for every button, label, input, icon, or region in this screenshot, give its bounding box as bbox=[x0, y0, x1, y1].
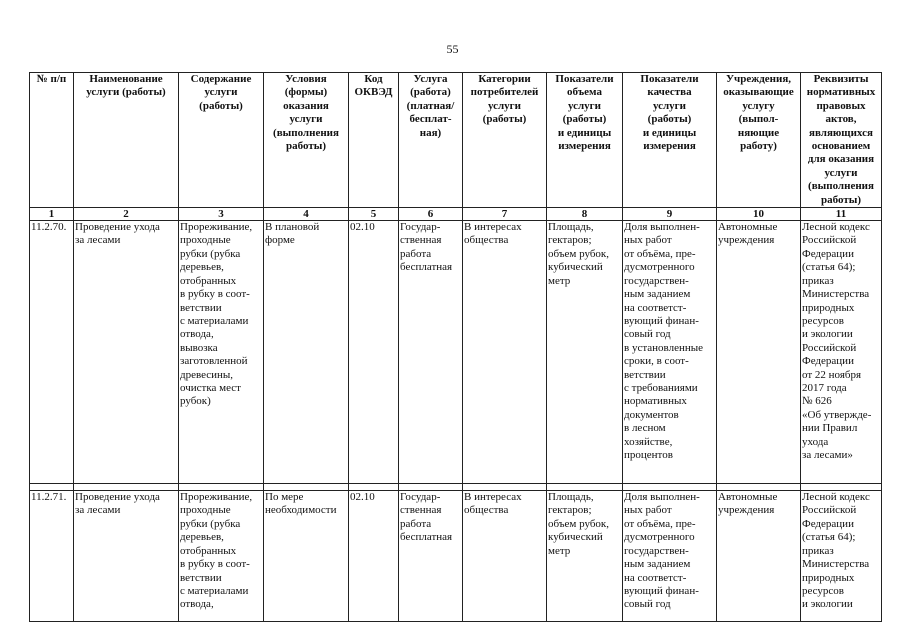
cell-text-line: вующий финан- bbox=[624, 314, 699, 327]
cell-text-line: заготовленной bbox=[180, 355, 248, 368]
header-col-service-name bbox=[74, 73, 179, 208]
cell-text-line: ухода bbox=[802, 435, 829, 448]
cell-text-line: отобранных bbox=[180, 544, 237, 557]
cell-text-line: нормативных bbox=[806, 86, 876, 99]
consumers-cell bbox=[463, 221, 547, 484]
cell-text-line: (работы) bbox=[562, 113, 607, 126]
cell-text-line: нормативных bbox=[624, 395, 687, 408]
cell-text-line: государствен- bbox=[624, 274, 689, 287]
cell-text-line: (выполнения bbox=[273, 126, 339, 139]
cell-text-line: природных bbox=[802, 301, 855, 314]
cell-text-line: рубок) bbox=[180, 395, 211, 408]
column-number: 10 bbox=[717, 208, 801, 221]
cell-text-line: Российской bbox=[802, 234, 857, 247]
header-col-institutions bbox=[717, 73, 801, 208]
column-number: 8 bbox=[547, 208, 623, 221]
service-name-cell bbox=[74, 491, 179, 622]
cell-text-line: основанием bbox=[811, 140, 871, 153]
cell-text-line: «Об утвержде- bbox=[802, 408, 872, 421]
cell-text-line: государствен- bbox=[624, 544, 689, 557]
cell-text-line: в рубку в соот- bbox=[180, 558, 250, 571]
okved-cell bbox=[349, 491, 399, 622]
cell-text-line: на соответст- bbox=[624, 571, 687, 584]
cell-text-line: ветствии bbox=[180, 301, 222, 314]
cell-text-line: деревьев, bbox=[180, 531, 224, 544]
cell-text-line: за лесами bbox=[75, 504, 121, 517]
content-cell bbox=[179, 221, 264, 484]
cell-text-line: Прореживание, bbox=[180, 221, 253, 234]
column-number: 9 bbox=[623, 208, 717, 221]
cell-text-line: № 626 bbox=[802, 395, 832, 408]
cell-text-line: Автономные bbox=[718, 221, 778, 234]
column-number: 2 bbox=[74, 208, 179, 221]
cell-text-line: Российской bbox=[802, 504, 857, 517]
cell-text-line: Показатели bbox=[555, 73, 614, 85]
cell-text-line: Реквизиты bbox=[813, 73, 869, 85]
column-number: 6 bbox=[399, 208, 463, 221]
cell-text-line: ветствии bbox=[624, 368, 666, 381]
cell-text-line: приказ bbox=[802, 274, 834, 287]
row-number-cell bbox=[30, 221, 74, 484]
cell-text-line: от объёма, пре- bbox=[624, 517, 696, 530]
cell-text-line: Лесной кодекс bbox=[802, 221, 870, 234]
volume-indicators-cell bbox=[547, 221, 623, 484]
column-number: 4 bbox=[264, 208, 349, 221]
header-col-content bbox=[179, 73, 264, 208]
cell-text-line: Российской bbox=[802, 341, 857, 354]
cell-text-line: Код bbox=[364, 73, 383, 85]
cell-text-line: ОКВЭД bbox=[354, 86, 393, 99]
cell-text-line: Федерации bbox=[802, 355, 854, 368]
page-number: 55 bbox=[446, 42, 459, 56]
cell-text-line: работа bbox=[400, 247, 432, 260]
cell-text-line: в лесном bbox=[624, 422, 666, 435]
cell-text-line: услуги (работы) bbox=[86, 86, 166, 99]
cell-text-line: 11.2.70. bbox=[31, 221, 67, 234]
cell-text-line: Площадь, bbox=[548, 221, 594, 234]
cell-text-line: бесплат- bbox=[409, 113, 452, 126]
cell-text-line: сроки, в соот- bbox=[624, 355, 689, 368]
cell-text-line: Доля выполнен- bbox=[624, 221, 700, 234]
cell-text-line: хозяйстве, bbox=[624, 435, 673, 448]
service-name-cell bbox=[74, 221, 179, 484]
cell-text-line: Государ- bbox=[400, 221, 441, 234]
cell-text-line: Автономные bbox=[718, 491, 778, 504]
cell-text-line: ресурсов bbox=[802, 314, 844, 327]
cell-text-line: Условия bbox=[285, 73, 327, 85]
cell-text-line: в рубку в соот- bbox=[180, 288, 250, 301]
institutions-cell bbox=[717, 221, 801, 484]
cell-text-line: Министерства bbox=[802, 288, 870, 301]
cell-text-line: Содержание bbox=[190, 73, 252, 85]
paid-free-cell bbox=[399, 221, 463, 484]
cell-text-line: качества bbox=[647, 86, 692, 99]
cell-text-line: (выпол- bbox=[738, 113, 779, 126]
header-col-paid-free bbox=[399, 73, 463, 208]
cell-text-line: няющие bbox=[737, 126, 780, 139]
cell-text-line: Прореживание, bbox=[180, 491, 253, 504]
header-col-consumers bbox=[463, 73, 547, 208]
cell-text-line: (статья 64); bbox=[802, 261, 856, 274]
cell-text-line: учреждения bbox=[718, 504, 775, 517]
cell-text-line: Доля выполнен- bbox=[624, 491, 700, 504]
cell-text-line: работы) bbox=[286, 140, 326, 153]
cell-text-line: Министерства bbox=[802, 558, 870, 571]
services-registry-table bbox=[29, 72, 882, 622]
cell-text-line: кубический bbox=[548, 261, 603, 274]
cell-text-line: от объёма, пре- bbox=[624, 247, 696, 260]
cell-text-line: измерения bbox=[643, 140, 696, 153]
cell-text-line: процентов bbox=[624, 448, 673, 461]
row-gap bbox=[30, 484, 882, 491]
column-number: 1 bbox=[30, 208, 74, 221]
header-col-okved bbox=[349, 73, 399, 208]
cell-text-line: измерения bbox=[558, 140, 611, 153]
cell-text-line: с требованиями bbox=[624, 381, 698, 394]
cell-text-line: услуги bbox=[824, 166, 858, 179]
cell-text-line: услуги bbox=[487, 99, 522, 112]
cell-text-line: правовых bbox=[816, 99, 866, 112]
row-number-cell bbox=[30, 491, 74, 622]
content-cell bbox=[179, 491, 264, 622]
cell-text-line: деревьев, bbox=[180, 261, 224, 274]
cell-text-line: Проведение ухода bbox=[75, 491, 160, 504]
cell-text-line: отвода, bbox=[180, 328, 214, 341]
cell-text-line: объем рубок, bbox=[548, 247, 610, 260]
cell-text-line: необходимости bbox=[265, 504, 337, 517]
cell-text-line: природных bbox=[802, 571, 855, 584]
cell-text-line: Проведение ухода bbox=[75, 221, 160, 234]
legal-acts-cell bbox=[801, 491, 882, 622]
cell-text-line: потребителей bbox=[470, 86, 539, 99]
cell-text-line: и экологии bbox=[802, 328, 853, 341]
cell-text-line: Категории bbox=[478, 73, 531, 85]
cell-text-line: Федерации bbox=[802, 517, 854, 530]
cell-text-line: ветствии bbox=[180, 571, 222, 584]
cell-text-line: и экологии bbox=[802, 598, 853, 611]
cell-text-line: (выполнения bbox=[808, 180, 874, 193]
institutions-cell bbox=[717, 491, 801, 622]
cell-text-line: форме bbox=[265, 234, 295, 247]
cell-text-line: Наименование bbox=[89, 73, 163, 85]
cell-text-line: дусмотренного bbox=[624, 531, 695, 544]
cell-text-line: очистка мест bbox=[180, 381, 241, 394]
cell-text-line: услуги bbox=[567, 99, 602, 112]
okved-cell bbox=[349, 221, 399, 484]
cell-text-line: в установленные bbox=[624, 341, 704, 354]
cell-text-line: отобранных bbox=[180, 274, 237, 287]
cell-text-line: вующий финан- bbox=[624, 584, 699, 597]
conditions-cell bbox=[264, 221, 349, 484]
volume-indicators-cell bbox=[547, 491, 623, 622]
cell-text-line: (работы) bbox=[482, 113, 527, 126]
cell-text-line: для оказания bbox=[807, 153, 875, 166]
quality-indicators-cell bbox=[623, 221, 717, 484]
cell-text-line: за лесами bbox=[75, 234, 121, 247]
header-col-legal-acts bbox=[801, 73, 882, 208]
cell-text-line: совый год bbox=[624, 328, 671, 341]
column-number: 3 bbox=[179, 208, 264, 221]
cell-text-line: (работа) bbox=[410, 86, 451, 99]
cell-text-line: В интересах bbox=[464, 491, 522, 504]
cell-text-line: ная) bbox=[419, 126, 442, 139]
cell-text-line: Показатели bbox=[640, 73, 699, 85]
cell-text-line: По мере bbox=[265, 491, 304, 504]
cell-text-line: работу) bbox=[740, 140, 777, 153]
cell-text-line: рубки (рубка bbox=[180, 247, 241, 260]
table-row bbox=[30, 221, 882, 484]
cell-text-line: (статья 64); bbox=[802, 531, 856, 544]
column-number: 11 bbox=[801, 208, 882, 221]
header-col-conditions bbox=[264, 73, 349, 208]
cell-text-line: ным заданием bbox=[624, 558, 691, 571]
cell-text-line: объем рубок, bbox=[548, 517, 610, 530]
cell-text-line: совый год bbox=[624, 598, 671, 611]
cell-text-line: Федерации bbox=[802, 247, 854, 260]
column-number: 5 bbox=[349, 208, 399, 221]
cell-text-line: гектаров; bbox=[548, 504, 592, 517]
cell-text-line: от 22 ноября bbox=[802, 368, 862, 381]
cell-text-line: проходные bbox=[180, 504, 231, 517]
cell-text-line: ных работ bbox=[624, 234, 672, 247]
cell-text-line: В плановой bbox=[265, 221, 320, 234]
cell-text-line: актов, bbox=[825, 113, 857, 126]
consumers-cell bbox=[463, 491, 547, 622]
cell-text-line: услуги bbox=[652, 99, 687, 112]
cell-text-line: услуги bbox=[289, 113, 323, 126]
cell-text-line: гектаров; bbox=[548, 234, 592, 247]
cell-text-line: (работы) bbox=[647, 113, 692, 126]
cell-text-line: 11.2.71. bbox=[31, 491, 67, 504]
column-number: 7 bbox=[463, 208, 547, 221]
cell-text-line: нии Правил bbox=[802, 422, 858, 435]
cell-text-line: общества bbox=[464, 234, 509, 247]
cell-text-line: документов bbox=[624, 408, 679, 421]
cell-text-line: услуги bbox=[204, 86, 238, 99]
cell-text-line: 02.10 bbox=[350, 221, 375, 234]
cell-text-line: № п/п bbox=[36, 73, 67, 85]
cell-text-line: Учреждения, bbox=[725, 73, 792, 85]
header-col-quality-indicators bbox=[623, 73, 717, 208]
cell-text-line: вывозка bbox=[180, 341, 218, 354]
cell-text-line: древесины, bbox=[180, 368, 234, 381]
cell-text-line: с материалами bbox=[180, 314, 249, 327]
cell-text-line: Лесной кодекс bbox=[802, 491, 870, 504]
cell-text-line: дусмотренного bbox=[624, 261, 695, 274]
cell-text-line: на соответст- bbox=[624, 301, 687, 314]
cell-text-line: 02.10 bbox=[350, 491, 375, 504]
cell-text-line: ственная bbox=[400, 504, 442, 517]
header-col-volume-indicators bbox=[547, 73, 623, 208]
cell-text-line: объема bbox=[567, 86, 602, 99]
cell-text-line: (формы) bbox=[284, 86, 328, 99]
cell-text-line: ресурсов bbox=[802, 584, 844, 597]
cell-text-line: Услуга bbox=[413, 73, 448, 85]
cell-text-line: бесплатная bbox=[400, 531, 453, 544]
cell-text-line: работа bbox=[400, 517, 432, 530]
cell-text-line: учреждения bbox=[718, 234, 775, 247]
cell-text-line: оказания bbox=[283, 99, 329, 112]
cell-text-line: бесплатная bbox=[400, 261, 453, 274]
cell-text-line: и единицы bbox=[557, 126, 612, 139]
conditions-cell bbox=[264, 491, 349, 622]
legal-acts-cell bbox=[801, 221, 882, 484]
quality-indicators-cell bbox=[623, 491, 717, 622]
cell-text-line: приказ bbox=[802, 544, 834, 557]
cell-text-line: (платная/ bbox=[406, 99, 455, 112]
cell-text-line: В интересах bbox=[464, 221, 522, 234]
cell-text-line: Площадь, bbox=[548, 491, 594, 504]
cell-text-line: 2017 года bbox=[802, 381, 847, 394]
column-number-row bbox=[30, 208, 882, 221]
cell-text-line: с материалами bbox=[180, 584, 249, 597]
cell-text-line: ным заданием bbox=[624, 288, 691, 301]
cell-text-line: рубки (рубка bbox=[180, 517, 241, 530]
cell-text-line: кубический bbox=[548, 531, 603, 544]
cell-text-line: оказывающие bbox=[723, 86, 794, 99]
cell-text-line: работы) bbox=[821, 193, 861, 206]
header-row bbox=[30, 73, 882, 208]
cell-text-line: являющихся bbox=[809, 126, 873, 139]
cell-text-line: услугу bbox=[742, 99, 775, 112]
cell-text-line: метр bbox=[548, 544, 571, 557]
cell-text-line: отвода, bbox=[180, 598, 214, 611]
header-col-number bbox=[30, 73, 74, 208]
cell-text-line: и единицы bbox=[642, 126, 697, 139]
cell-text-line: за лесами» bbox=[802, 448, 853, 461]
cell-text-line: ственная bbox=[400, 234, 442, 247]
cell-text-line: Государ- bbox=[400, 491, 441, 504]
cell-text-line: (работы) bbox=[199, 99, 243, 112]
table-row bbox=[30, 491, 882, 622]
paid-free-cell bbox=[399, 491, 463, 622]
cell-text-line: проходные bbox=[180, 234, 231, 247]
cell-text-line: метр bbox=[548, 274, 571, 287]
cell-text-line: общества bbox=[464, 504, 509, 517]
cell-text-line: ных работ bbox=[624, 504, 672, 517]
